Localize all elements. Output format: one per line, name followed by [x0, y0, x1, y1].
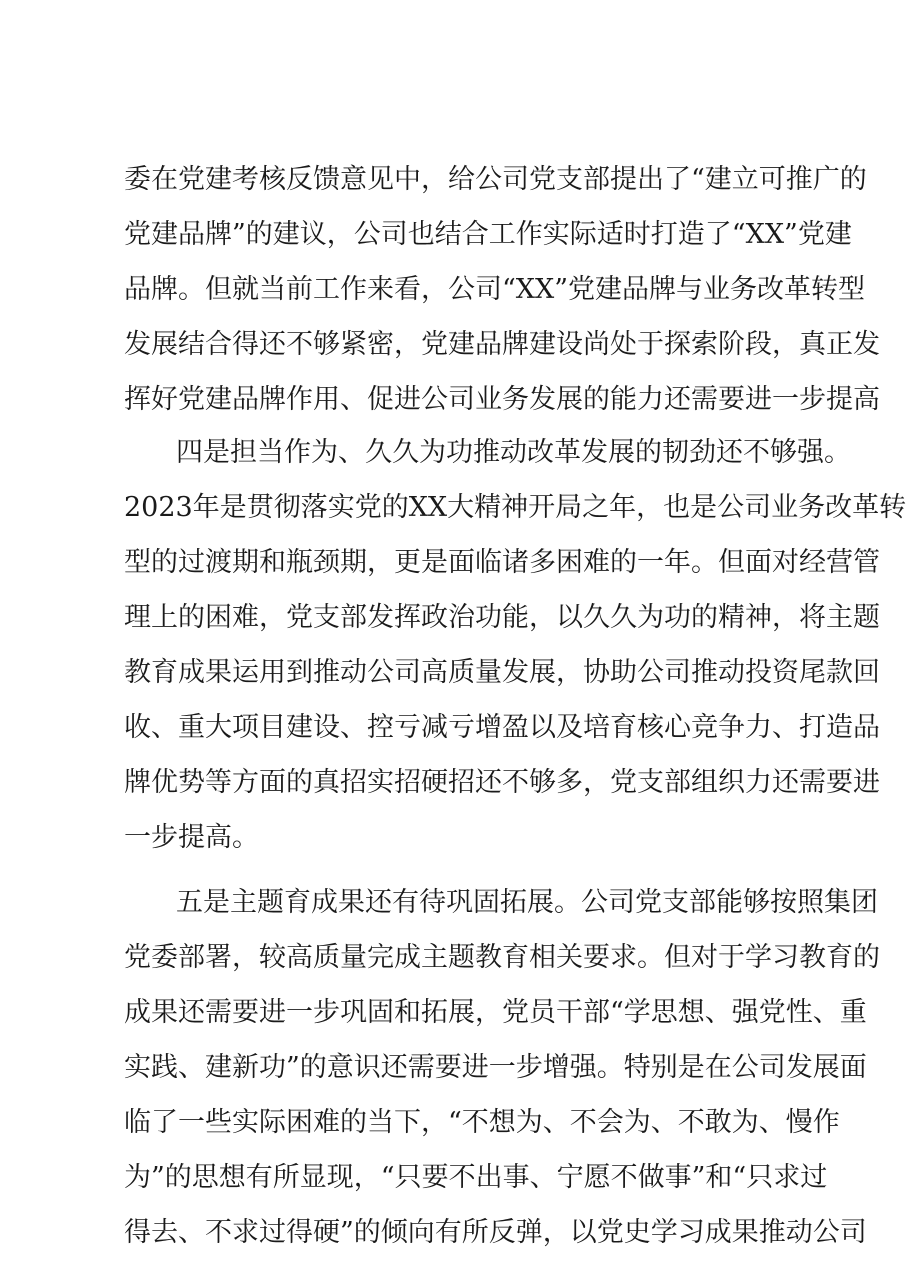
text-line: 一步提高。: [124, 822, 259, 853]
text-line: 2023年是贯彻落实党的XX大精神开局之年，也是公司业务改革转: [124, 492, 907, 523]
text-line: 成果还需要进一步巩固和拓展，党员干部“学思想、强党性、重: [124, 997, 867, 1028]
paragraph-heading-four: 四是担当作为、久久为功推动改革发展的韧劲还不够强。: [176, 437, 851, 468]
text-line: 党建品牌”的建议，公司也结合工作实际适时打造了“XX”党建: [124, 219, 852, 250]
text-line: 临了一些实际困难的当下，“不想为、不会为、不敢为、慢作: [124, 1107, 840, 1138]
text-line: 得去、不求过得硬”的倾向有所反弹，以党史学习成果推动公司: [124, 1217, 867, 1248]
text-line: 型的过渡期和瓶颈期，更是面临诸多困难的一年。但面对经营管: [124, 547, 880, 578]
text-line: 牌优势等方面的真招实招硬招还不够多，党支部组织力还需要进: [124, 767, 880, 798]
text-line: 实践、建新功”的意识还需要进一步增强。特别是在公司发展面: [124, 1052, 867, 1083]
text-line: 挥好党建品牌作用、促进公司业务发展的能力还需要进一步提高: [124, 384, 880, 415]
text-line: 理上的困难，党支部发挥政治功能，以久久为功的精神，将主题: [124, 602, 880, 633]
text-line: 委在党建考核反馈意见中，给公司党支部提出了“建立可推广的: [124, 164, 867, 195]
text-line: 品牌。但就当前工作来看，公司“XX”党建品牌与业务改革转型: [124, 274, 866, 305]
text-line: 教育成果运用到推动公司高质量发展，协助公司推动投资尾款回: [124, 657, 880, 688]
text-line: 收、重大项目建设、控亏减亏增盈以及培育核心竞争力、打造品: [124, 712, 880, 743]
text-line: 党委部署，较高质量完成主题教育相关要求。但对于学习教育的: [124, 942, 880, 973]
text-line: 发展结合得还不够紧密，党建品牌建设尚处于探索阶段，真正发: [124, 329, 880, 360]
text-line: 为”的思想有所显现，“只要不出事、宁愿不做事”和“只求过: [124, 1162, 828, 1193]
paragraph-heading-five: 五是主题育成果还有待巩固拓展。公司党支部能够按照集团: [176, 887, 878, 918]
